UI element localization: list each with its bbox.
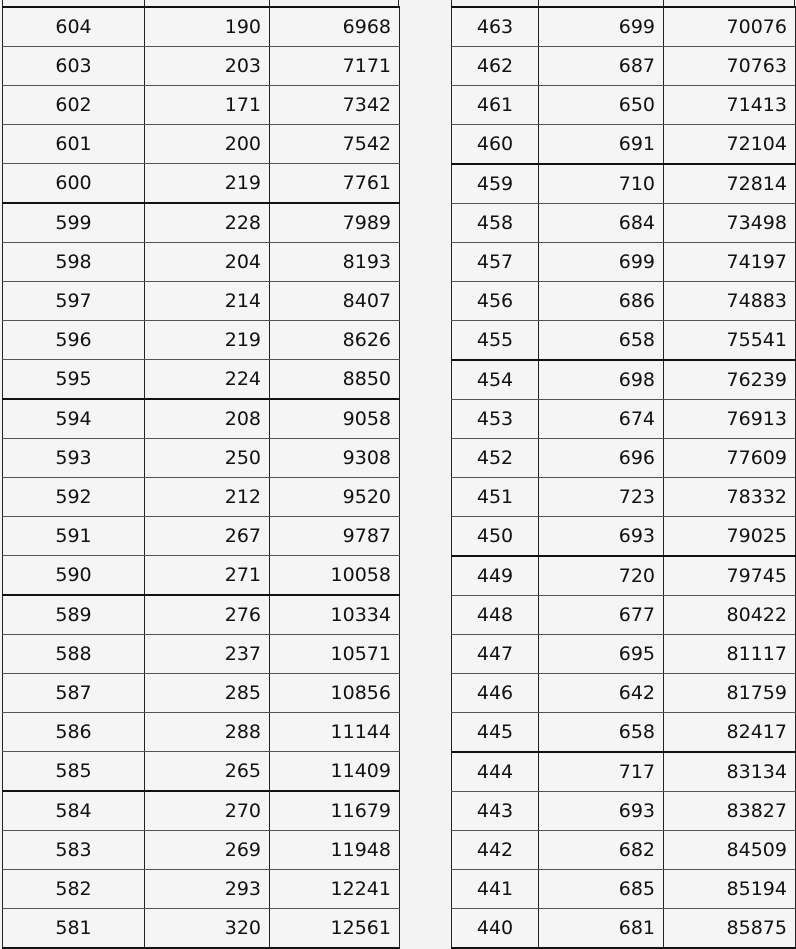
cumulative-cell: 11409 [270,752,400,792]
score-cell: 445 [452,713,539,753]
cumulative-cell: 6968 [270,7,400,47]
score-cell: 594 [3,399,145,439]
table-row [452,870,796,909]
cumulative-cell: 70076 [664,7,796,47]
count-cell: 699 [539,243,664,282]
cumulative-cell: 81117 [664,635,796,674]
cumulative-cell: 80422 [664,596,796,635]
score-table-right-body [452,7,796,948]
cumulative-cell: 73498 [664,204,796,243]
count-cell: 293 [145,870,270,909]
table-row [452,47,796,86]
table-row [3,831,400,870]
score-cell: 600 [3,164,145,204]
score-cell: 590 [3,556,145,596]
score-cell: 584 [3,791,145,831]
count-cell: 677 [539,596,664,635]
count-cell: 237 [145,635,270,674]
cumulative-cell: 74883 [664,282,796,321]
count-cell: 699 [539,7,664,47]
count-cell: 693 [539,792,664,831]
count-cell: 710 [539,164,664,204]
count-cell: 228 [145,203,270,243]
cumulative-cell: 83134 [664,752,796,792]
table-row [452,831,796,870]
cumulative-cell: 7761 [270,164,400,204]
cumulative-cell: 71413 [664,86,796,125]
score-cell: 463 [452,7,539,47]
cumulative-cell: 7542 [270,125,400,164]
cumulative-cell: 8193 [270,243,400,282]
table-row [3,360,400,400]
table-row [3,86,400,125]
table-row [3,321,400,360]
score-cell: 458 [452,204,539,243]
cumulative-cell: 84509 [664,831,796,870]
cumulative-cell: 8626 [270,321,400,360]
score-cell: 585 [3,752,145,792]
table-row [3,635,400,674]
score-table-left-body [3,7,400,948]
count-cell: 658 [539,713,664,753]
score-cell: 460 [452,125,539,165]
score-cell: 452 [452,439,539,478]
count-cell: 200 [145,125,270,164]
count-cell: 687 [539,47,664,86]
count-cell: 695 [539,635,664,674]
table-row [452,86,796,125]
count-cell: 686 [539,282,664,321]
score-cell: 446 [452,674,539,713]
table-row [452,517,796,557]
table-row [3,595,400,635]
table-row [452,596,796,635]
cumulative-cell: 75541 [664,321,796,361]
table-row [452,125,796,165]
cumulative-cell: 11679 [270,791,400,831]
table-row [452,792,796,831]
score-cell: 601 [3,125,145,164]
table-row [3,791,400,831]
score-cell: 591 [3,517,145,556]
score-cell: 593 [3,439,145,478]
score-cell: 582 [3,870,145,909]
table-row [452,713,796,753]
count-cell: 691 [539,125,664,165]
cumulative-cell: 76913 [664,400,796,439]
count-cell: 267 [145,517,270,556]
count-cell: 285 [145,674,270,713]
cumulative-cell: 10571 [270,635,400,674]
count-cell: 650 [539,86,664,125]
score-cell: 599 [3,203,145,243]
table-row [452,164,796,204]
table-row [452,674,796,713]
table-row [3,674,400,713]
cumulative-cell: 79745 [664,556,796,596]
cumulative-cell: 9787 [270,517,400,556]
cumulative-cell: 12241 [270,870,400,909]
table-row [452,360,796,400]
score-cell: 592 [3,478,145,517]
score-cell: 587 [3,674,145,713]
table-row [3,478,400,517]
count-cell: 288 [145,713,270,752]
score-cell: 462 [452,47,539,86]
table-row [3,517,400,556]
count-cell: 320 [145,909,270,949]
count-cell: 717 [539,752,664,792]
count-cell: 270 [145,791,270,831]
count-cell: 269 [145,831,270,870]
cumulative-cell: 85875 [664,909,796,949]
cumulative-cell: 7342 [270,86,400,125]
count-cell: 674 [539,400,664,439]
score-cell: 457 [452,243,539,282]
count-cell: 190 [145,7,270,47]
table-row [452,909,796,949]
table-row [3,203,400,243]
cumulative-cell: 85194 [664,870,796,909]
count-cell: 696 [539,439,664,478]
table-row [452,7,796,47]
count-cell: 204 [145,243,270,282]
count-cell: 224 [145,360,270,400]
count-cell: 642 [539,674,664,713]
score-cell: 459 [452,164,539,204]
score-cell: 581 [3,909,145,949]
cumulative-cell: 9308 [270,439,400,478]
score-cell: 454 [452,360,539,400]
table-row [3,243,400,282]
table-row [452,204,796,243]
score-cell: 442 [452,831,539,870]
score-cell: 602 [3,86,145,125]
score-table-left [2,6,400,949]
cumulative-cell: 72104 [664,125,796,165]
table-row [452,321,796,361]
count-cell: 693 [539,517,664,557]
count-cell: 265 [145,752,270,792]
table-row [3,399,400,439]
cumulative-cell: 79025 [664,517,796,557]
score-cell: 598 [3,243,145,282]
table-row [452,439,796,478]
table-row [452,478,796,517]
cumulative-cell: 9520 [270,478,400,517]
score-cell: 447 [452,635,539,674]
count-cell: 203 [145,47,270,86]
score-cell: 583 [3,831,145,870]
cumulative-cell: 74197 [664,243,796,282]
count-cell: 720 [539,556,664,596]
cumulative-cell: 70763 [664,47,796,86]
score-cell: 603 [3,47,145,86]
cumulative-cell: 8850 [270,360,400,400]
score-cell: 444 [452,752,539,792]
cumulative-cell: 77609 [664,439,796,478]
table-row [452,752,796,792]
table-row [3,556,400,596]
count-cell: 685 [539,870,664,909]
table-row [3,909,400,949]
cumulative-cell: 81759 [664,674,796,713]
count-cell: 212 [145,478,270,517]
cumulative-cell: 76239 [664,360,796,400]
cumulative-cell: 8407 [270,282,400,321]
table-row [452,635,796,674]
score-cell: 449 [452,556,539,596]
count-cell: 658 [539,321,664,361]
score-cell: 586 [3,713,145,752]
table-row [3,282,400,321]
score-cell: 588 [3,635,145,674]
score-cell: 443 [452,792,539,831]
count-cell: 214 [145,282,270,321]
count-cell: 219 [145,164,270,204]
count-cell: 171 [145,86,270,125]
score-cell: 451 [452,478,539,517]
cumulative-cell: 9058 [270,399,400,439]
cumulative-cell: 11144 [270,713,400,752]
score-cell: 461 [452,86,539,125]
score-cell: 453 [452,400,539,439]
count-cell: 723 [539,478,664,517]
score-cell: 448 [452,596,539,635]
score-cell: 595 [3,360,145,400]
cumulative-cell: 11948 [270,831,400,870]
cumulative-cell: 12561 [270,909,400,949]
table-row [3,752,400,792]
cumulative-cell: 10856 [270,674,400,713]
table-row [3,713,400,752]
table-row [3,870,400,909]
cumulative-cell: 78332 [664,478,796,517]
score-cell: 597 [3,282,145,321]
count-cell: 684 [539,204,664,243]
score-cell: 441 [452,870,539,909]
table-row [3,7,400,47]
table-row [3,439,400,478]
score-table-right [451,6,796,949]
cumulative-cell: 10058 [270,556,400,596]
score-cell: 455 [452,321,539,361]
cumulative-cell: 82417 [664,713,796,753]
count-cell: 698 [539,360,664,400]
table-row [3,164,400,204]
cumulative-cell: 7989 [270,203,400,243]
score-cell: 450 [452,517,539,557]
count-cell: 276 [145,595,270,635]
table-row [452,556,796,596]
count-cell: 250 [145,439,270,478]
cumulative-cell: 10334 [270,595,400,635]
table-row [452,282,796,321]
count-cell: 681 [539,909,664,949]
table-row [452,243,796,282]
table-row [452,400,796,439]
table-row [3,47,400,86]
score-cell: 596 [3,321,145,360]
table-row [3,125,400,164]
score-cell: 440 [452,909,539,949]
score-cell: 604 [3,7,145,47]
cumulative-cell: 72814 [664,164,796,204]
count-cell: 219 [145,321,270,360]
score-cell: 589 [3,595,145,635]
cumulative-cell: 7171 [270,47,400,86]
count-cell: 271 [145,556,270,596]
count-cell: 208 [145,399,270,439]
cumulative-cell: 83827 [664,792,796,831]
count-cell: 682 [539,831,664,870]
score-cell: 456 [452,282,539,321]
